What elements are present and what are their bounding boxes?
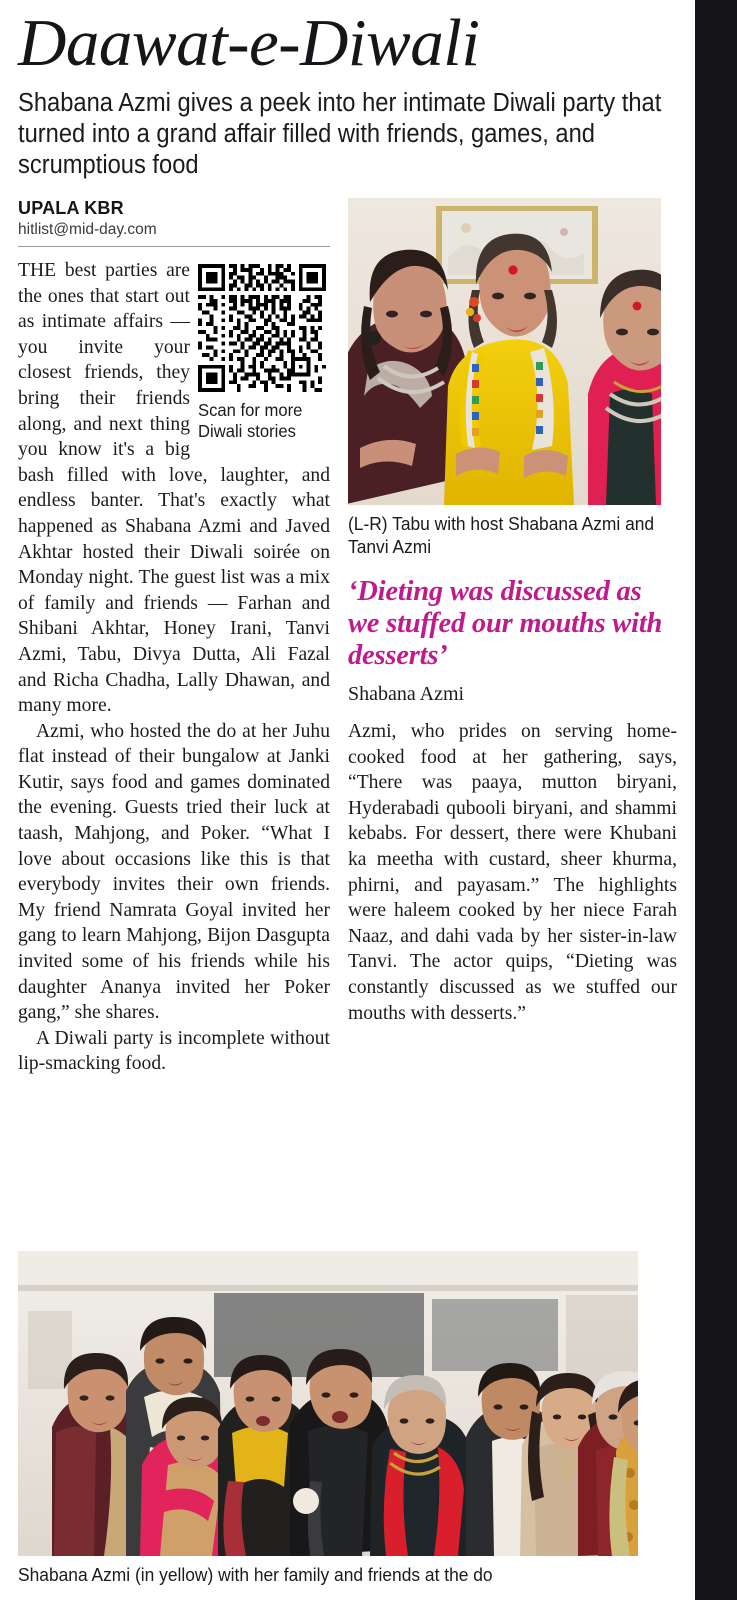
left-body-copy [18,258,330,1077]
standfirst: Shabana Azmi gives a peek into her intimate Diwali party that turned into a grand affair filled with friends, games, and scrumptious food [18,89,662,179]
scan-bleed-band [695,0,737,1600]
paragraph: A Diwali party is incomplete without lip-smacking food. [18,1027,330,1075]
pull-quote: ‘Dieting was discussed as we stuffed our mouths with desserts’ [348,576,663,671]
qr-code-icon[interactable] [198,264,326,392]
paragraph: THE best parties are the ones that start out as intimate affairs — you invite your closest friends, they bring their friends along, and next thing you know it's a big bash filled with love, laughter, and endless banter. That's exactly what happened as Shabana Azmi and Javed Akhtar hosted their Diwali soirée on Monday night. The guest list was a mix of family and friends — Farhan and Shibani Akhtar, Honey Irani, Tanvi Azmi, Tabu, Divya Dutta, Ali Fazal and Richa Chadha, Lally Dhawan, and many more. [18,260,330,717]
right-body-copy [348,719,677,1026]
photo-group-family-friends [18,1251,638,1556]
paragraph: Azmi, who hosted the do at her Juhu flat instead of their bungalow at Janki Kutir, says food and games dominated the evening. Guests tried their luck at taash, Mahjong, and Poker. “What I love about occasions like this is that everybody invites their own friends. My friend Namrata Goyal invited her gang to learn Mahjong, Bijon Dasgupta invited some of his friends while his daughter Ananya invited her Poker gang,” she shares. [18,720,330,1024]
photo-caption-top: (L-R) Tabu with host Shabana Azmi and Tanvi Azmi [348,513,655,557]
paragraph: Azmi, who prides on serving home-cooked food at her gathering, says, “There was paaya, mutton biryani, Hyderabadi qubooli biryani, and shammi kebabs. For dessert, there were Khubani ka meetha with custard, sheer khurma, phirni, and payasam.” The highlights were haleem cooked by her niece Farah Naaz, and dahi vada by her sister-in-law Tanvi. The actor quips, “Dieting was constantly discussed as we stuffed our mouths with desserts.” [348,721,677,1024]
qr-caption: Scan for more Diwali stories [198,400,303,441]
left-column [18,198,330,1077]
photo-illustration [18,1251,638,1556]
photo-illustration [348,198,661,505]
page-title: Daawat-e-Diwali [18,6,480,80]
byline [18,198,330,247]
photo-caption-bottom: Shabana Azmi (in yellow) with her family and friends at the do [18,1564,493,1585]
qr-block [198,264,330,442]
photo-tabu-shabana-tanvi [348,198,661,505]
pull-quote-attribution: Shabana Azmi [348,683,465,705]
byline-author: UPALA KBR [18,198,124,218]
right-column [348,198,677,1026]
byline-divider [18,246,330,247]
bottom-photo-block [18,1234,638,1586]
byline-email[interactable]: hitlist@mid-day.com [18,221,157,238]
